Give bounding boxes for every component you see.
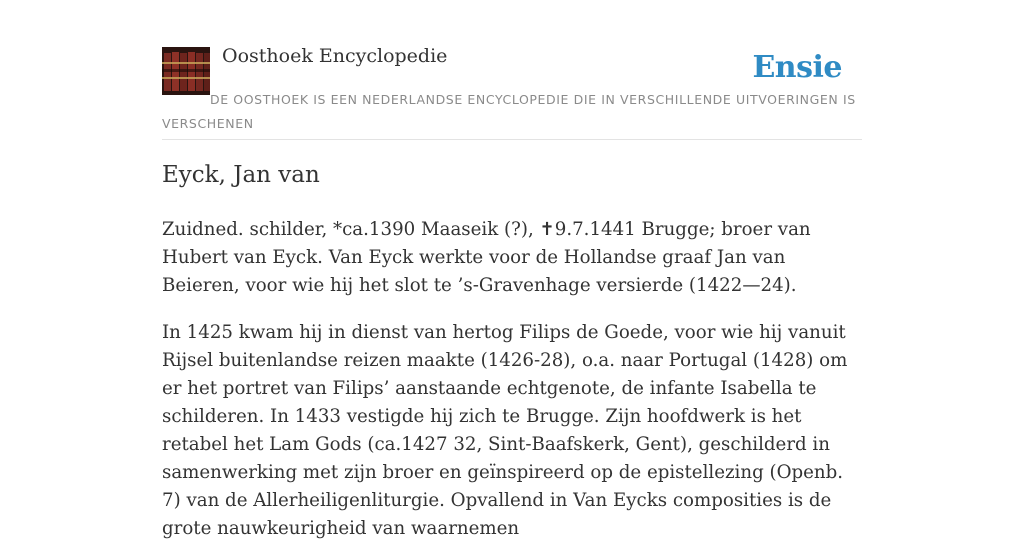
brand-logo[interactable]: Ensie: [752, 50, 842, 85]
article-paragraph: Zuidned. schilder, *ca.1390 Maaseik (?), ✝9.7.1441 Brugge; broer van Hubert van Eyck. Van Eyck werkte voor de Hollandse graaf Jan van Beieren, voor wie hij het slot te ’s-Gravenhage versierde (1422—24).: [162, 219, 811, 296]
source-title[interactable]: Oosthoek Encyclopedie: [222, 45, 448, 67]
article-paragraph: In 1425 kwam hij in dienst van hertog Filips de Goede, voor wie hij vanuit Rijsel buitenlandse reizen maakte (1426-28), o.a. naar Portugal (1428) om er het portret van Filips’ aanstaande echtgenote, de infante Isabella te schilderen. In 1433 vestigde hij zich te Brugge. Zijn hoofdwerk is het retabel het Lam Gods (ca.1427 32, Sint-Baafskerk, Gent), geschilderd in samenwerking met zijn broer en geïnspireerd op de epistellezing (Openb. 7) van de Allerheiligenliturgie. Opvallend in Van Eycks composities is de grote nauwkeurigheid van waarnemen: [162, 322, 848, 539]
source-subtitle: DE OOSTHOEK IS EEN NEDERLANDSE ENCYCLOPEDIE DIE IN VERSCHILLENDE UITVOERINGEN IS VERSCHENEN: [162, 92, 856, 131]
header-divider: [162, 139, 862, 140]
entry-title: Eyck, Jan van: [162, 162, 320, 188]
